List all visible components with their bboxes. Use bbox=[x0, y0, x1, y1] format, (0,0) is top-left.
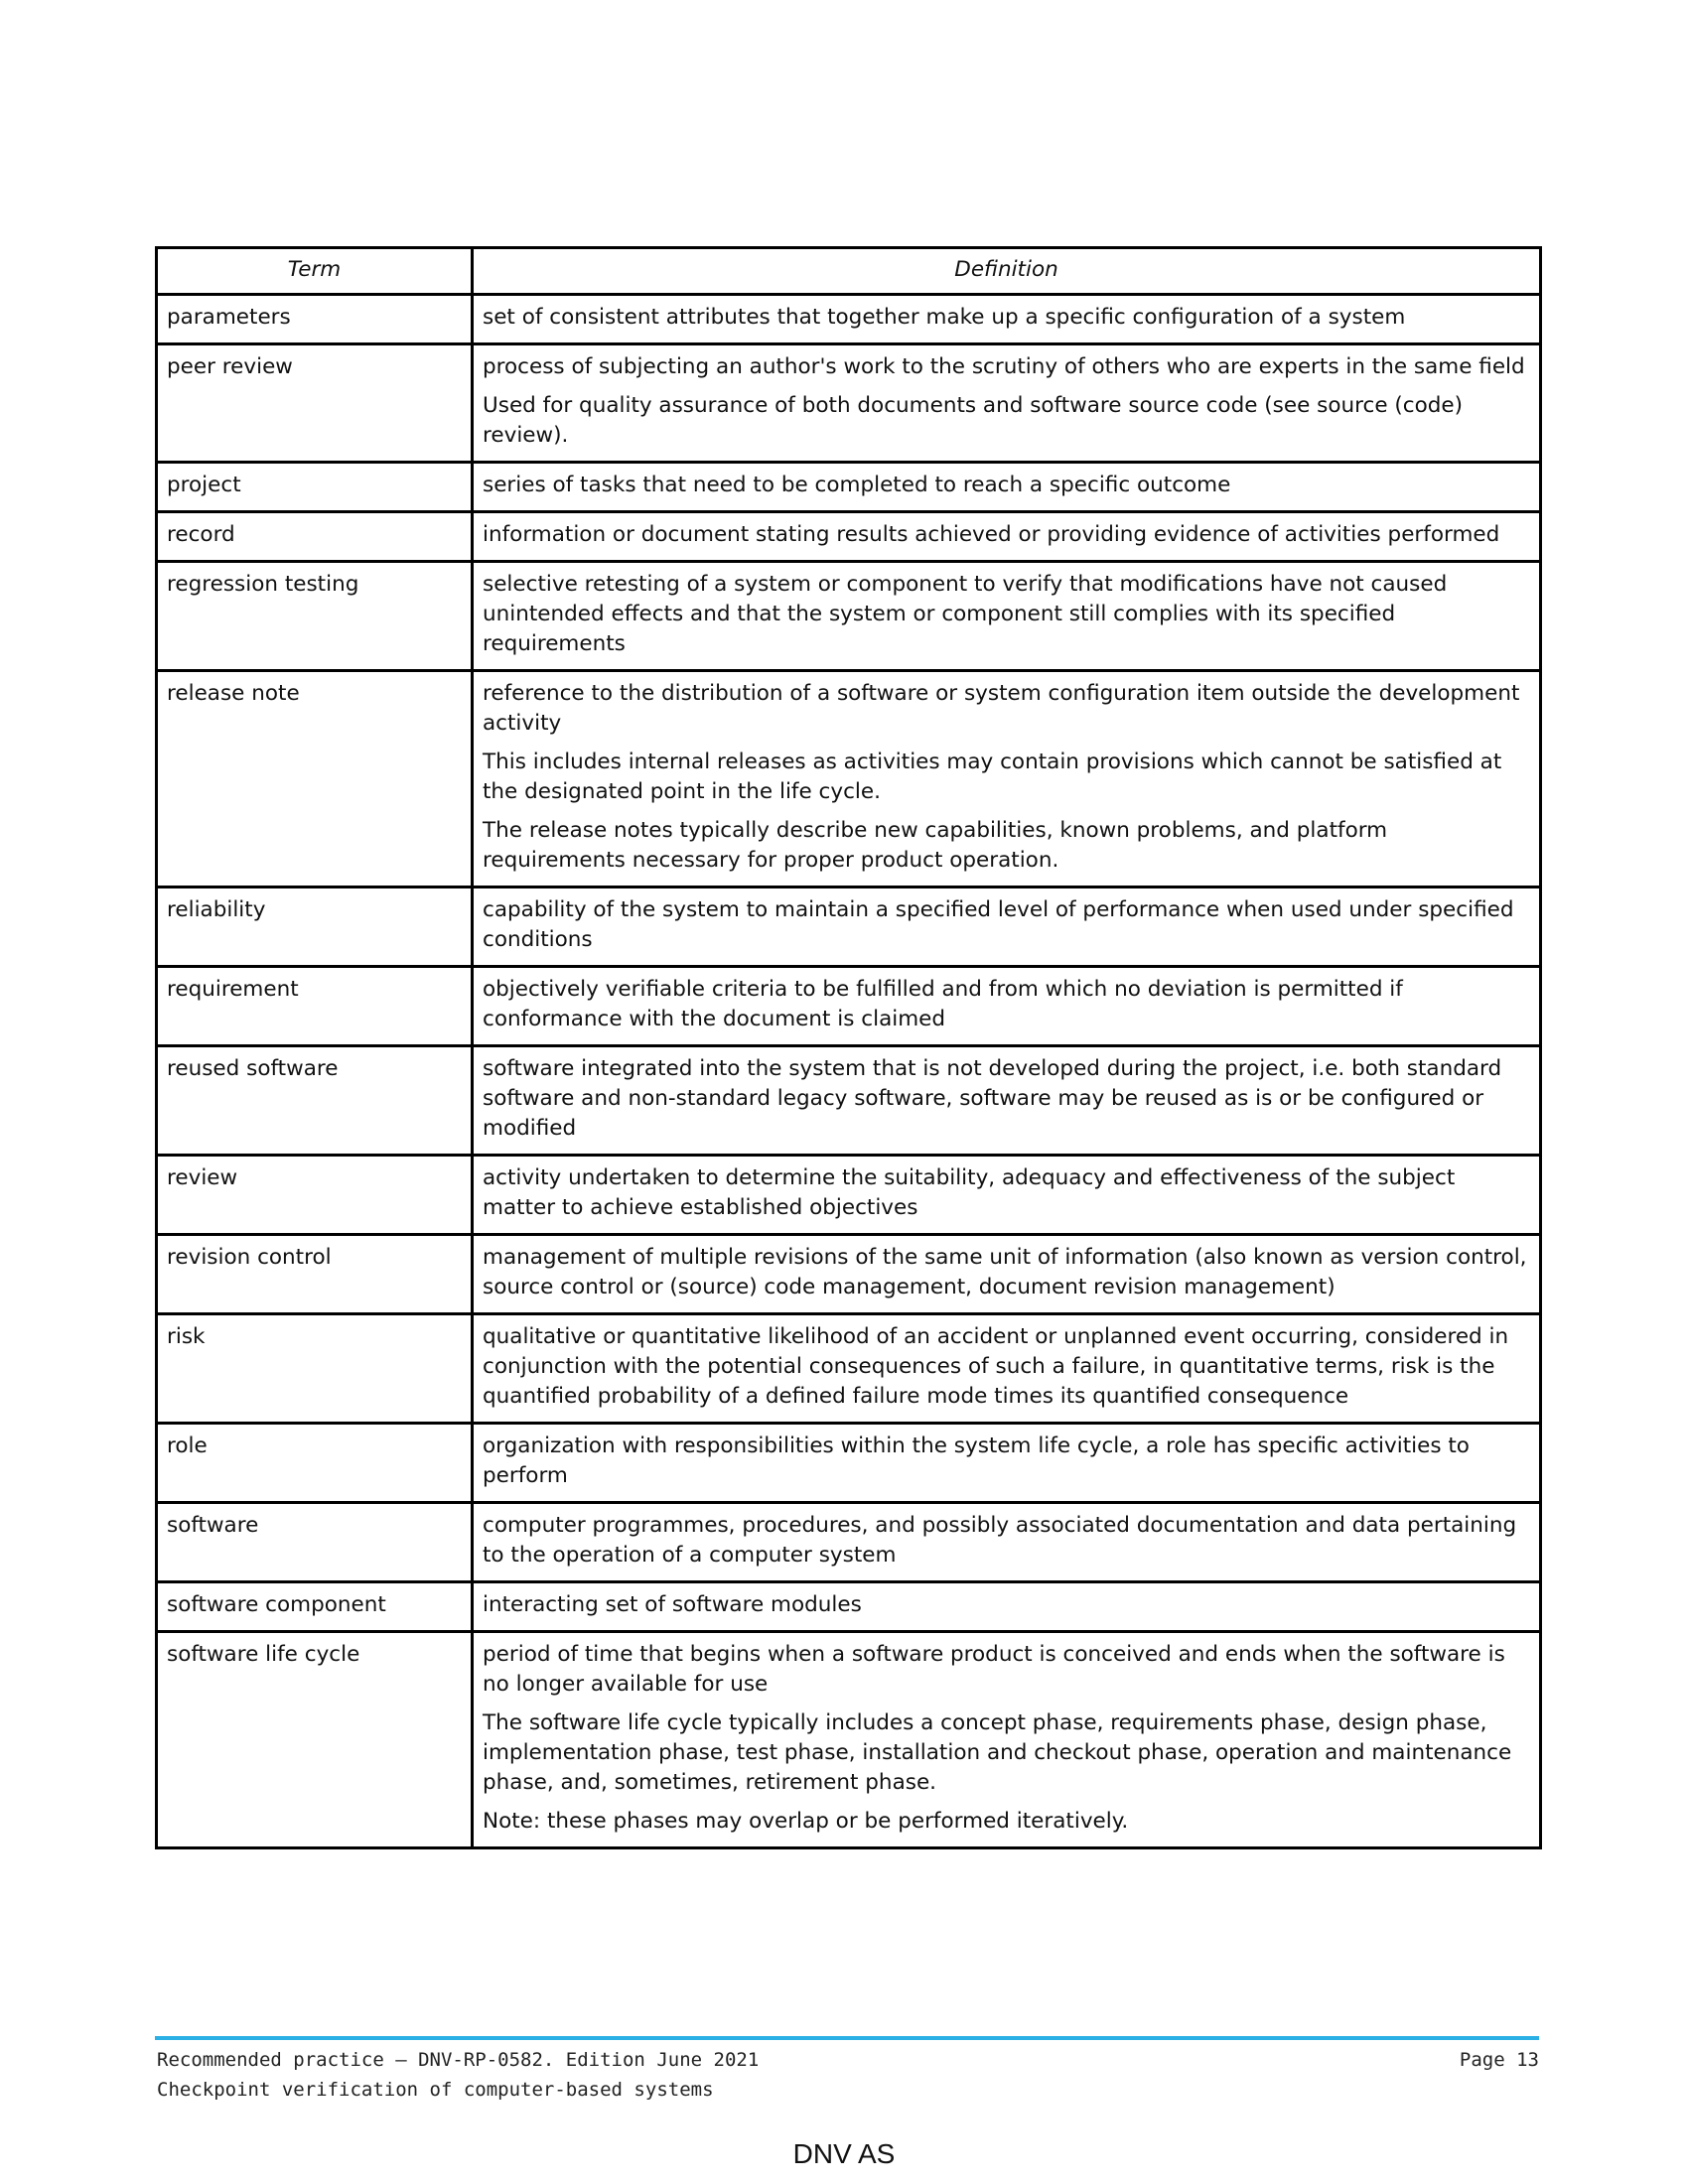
term-cell: software life cycle bbox=[157, 1632, 473, 1848]
term-cell: risk bbox=[157, 1314, 473, 1424]
table-row bbox=[157, 967, 1541, 1046]
table-row bbox=[157, 887, 1541, 967]
definition-paragraph: The release notes typically describe new capabilities, known problems, and platform requirements necessary for proper product operation. bbox=[483, 818, 1388, 873]
term-cell: requirement bbox=[157, 967, 473, 1046]
table-row bbox=[157, 1582, 1541, 1632]
term-cell: project bbox=[157, 463, 473, 512]
page-number: Page 13 bbox=[1459, 2049, 1539, 2071]
table-row bbox=[157, 1156, 1541, 1235]
definition-paragraph: Note: these phases may overlap or be performed iteratively. bbox=[483, 1809, 1129, 1834]
footer-title-line: Checkpoint verification of computer-based systems bbox=[157, 2079, 714, 2101]
definition-cell bbox=[473, 1503, 1541, 1582]
definition-cell bbox=[473, 1156, 1541, 1235]
footer-document-info bbox=[157, 2045, 759, 2105]
term-cell: review bbox=[157, 1156, 473, 1235]
term-cell: role bbox=[157, 1424, 473, 1503]
term-cell: software bbox=[157, 1503, 473, 1582]
header-definition: Definition bbox=[473, 248, 1541, 295]
table-row bbox=[157, 671, 1541, 887]
term-cell: peer review bbox=[157, 344, 473, 463]
definition-cell bbox=[473, 512, 1541, 562]
definition-paragraph: computer programmes, procedures, and possibly associated documentation and data pertaining to the operation of a computer system bbox=[483, 1513, 1517, 1568]
definition-paragraph: period of time that begins when a software product is conceived and ends when the software is no longer available for use bbox=[483, 1642, 1505, 1697]
footer-divider bbox=[155, 2036, 1539, 2040]
definition-paragraph: software integrated into the system that is not developed during the project, i.e. both standard software and non-standard legacy software, software may be reused as is or be configured or modified bbox=[483, 1056, 1502, 1141]
definition-paragraph: process of subjecting an author's work to the scrutiny of others who are experts in the same field bbox=[483, 354, 1525, 379]
table-row bbox=[157, 1046, 1541, 1156]
term-cell: reliability bbox=[157, 887, 473, 967]
definition-cell bbox=[473, 344, 1541, 463]
definition-paragraph: capability of the system to maintain a specified level of performance when used under specified conditions bbox=[483, 897, 1514, 952]
definition-cell bbox=[473, 562, 1541, 671]
definition-cell bbox=[473, 1235, 1541, 1314]
table-row bbox=[157, 1424, 1541, 1503]
definition-cell bbox=[473, 1424, 1541, 1503]
term-cell: reused software bbox=[157, 1046, 473, 1156]
definition-paragraph: selective retesting of a system or component to verify that modifications have not caused unintended effects and that the system or component still complies with its specified requirements bbox=[483, 572, 1448, 656]
definition-paragraph: management of multiple revisions of the same unit of information (also known as version control, source control or (source) code management, document revision management) bbox=[483, 1245, 1527, 1299]
term-cell: regression testing bbox=[157, 562, 473, 671]
table-row bbox=[157, 1632, 1541, 1848]
definition-paragraph: reference to the distribution of a software or system configuration item outside the development activity bbox=[483, 681, 1520, 736]
definition-cell bbox=[473, 967, 1541, 1046]
definitions-table bbox=[155, 246, 1542, 1849]
definition-paragraph: activity undertaken to determine the suitability, adequacy and effectiveness of the subject matter to achieve established objectives bbox=[483, 1165, 1456, 1220]
table-row bbox=[157, 463, 1541, 512]
definition-paragraph: This includes internal releases as activities may contain provisions which cannot be satisfied at the designated point in the life cycle. bbox=[483, 750, 1502, 804]
company-name: DNV AS bbox=[792, 2138, 896, 2169]
definition-paragraph: The software life cycle typically includes a concept phase, requirements phase, design phase, implementation phase, test phase, installation and checkout phase, operation and maintenance phase, and, sometimes, retirement phase. bbox=[483, 1710, 1512, 1795]
definition-paragraph: set of consistent attributes that together make up a specific configuration of a system bbox=[483, 305, 1406, 330]
definition-paragraph: information or document stating results achieved or providing evidence of activities performed bbox=[483, 522, 1500, 547]
definition-cell bbox=[473, 887, 1541, 967]
table-row bbox=[157, 344, 1541, 463]
definition-cell bbox=[473, 1582, 1541, 1632]
definition-paragraph: interacting set of software modules bbox=[483, 1592, 862, 1617]
term-cell: software component bbox=[157, 1582, 473, 1632]
term-cell: revision control bbox=[157, 1235, 473, 1314]
definition-cell bbox=[473, 1314, 1541, 1424]
table-row bbox=[157, 1314, 1541, 1424]
term-cell: record bbox=[157, 512, 473, 562]
term-cell: parameters bbox=[157, 295, 473, 344]
table-row bbox=[157, 295, 1541, 344]
table-row bbox=[157, 1235, 1541, 1314]
term-cell: release note bbox=[157, 671, 473, 887]
definition-cell bbox=[473, 1632, 1541, 1848]
table-row bbox=[157, 512, 1541, 562]
definition-cell bbox=[473, 463, 1541, 512]
table-row bbox=[157, 1503, 1541, 1582]
definition-paragraph: Used for quality assurance of both documents and software source code (see source (code) review). bbox=[483, 393, 1464, 448]
table-body bbox=[157, 295, 1541, 1848]
definition-paragraph: objectively verifiable criteria to be fulfilled and from which no deviation is permitted if conformance with the document is claimed bbox=[483, 977, 1403, 1031]
definition-paragraph: qualitative or quantitative likelihood of an accident or unplanned event occurring, considered in conjunction with the potential consequences of such a failure, in quantitative terms, risk is the quantified probability of a defined failure mode times its quantified consequence bbox=[483, 1324, 1509, 1409]
definition-cell bbox=[473, 1046, 1541, 1156]
table-header-row bbox=[157, 248, 1541, 295]
definition-cell bbox=[473, 671, 1541, 887]
definition-cell bbox=[473, 295, 1541, 344]
definition-paragraph: series of tasks that need to be completed to reach a specific outcome bbox=[483, 473, 1231, 497]
table-row bbox=[157, 562, 1541, 671]
header-term: Term bbox=[157, 248, 473, 295]
definition-paragraph: organization with responsibilities within the system life cycle, a role has specific activities to perform bbox=[483, 1433, 1470, 1488]
footer-edition-line: Recommended practice — DNV-RP-0582. Edition June 2021 bbox=[157, 2049, 760, 2071]
